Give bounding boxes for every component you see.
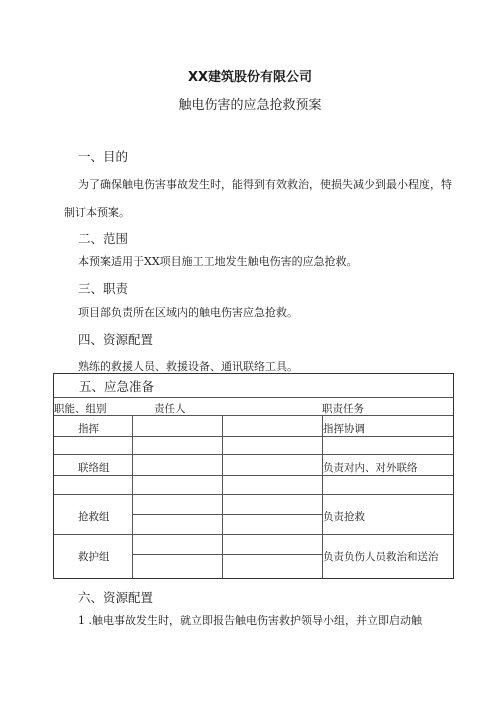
section-heading-purpose: 一、目的 — [78, 149, 129, 164]
table-divider — [54, 534, 453, 535]
company-name: XX建筑股份有限公司 — [187, 70, 313, 85]
table-cell-role: 指挥 — [78, 423, 99, 435]
section-heading-duties: 三、职责 — [78, 281, 129, 296]
table-header-task: 职责任务 — [322, 403, 364, 415]
table-divider — [54, 454, 453, 455]
emergency-prep-table — [53, 373, 454, 579]
table-cell-task: 负责负伤人员救治和送治 — [323, 551, 439, 563]
table-cell-role: 救护组 — [78, 551, 110, 563]
table-cell-task: 负责对内、对外联络 — [323, 462, 418, 474]
resources-text: 熟练的救援人员、救援设备、通讯联络工具。 — [78, 360, 298, 373]
section-heading-resources: 四、资源配置 — [78, 332, 154, 347]
table-cell-role: 抢救组 — [78, 511, 110, 523]
section-heading-scope: 二、范围 — [78, 231, 129, 246]
table-cell-task: 负责抢救 — [323, 511, 365, 523]
table-divider — [54, 397, 453, 398]
procedure-text: 1 .触电事故发生时，就立即报告触电伤害救护领导小组，并立即启动触 — [78, 614, 422, 627]
table-cell-role: 联络组 — [78, 462, 110, 474]
table-divider — [54, 475, 453, 476]
table-divider — [54, 415, 453, 416]
table-divider — [222, 415, 223, 578]
table-title: 五、应急准备 — [79, 379, 155, 394]
section-heading-resources-2: 六、资源配置 — [78, 590, 154, 605]
document-title: 触电伤害的应急抢救预案 — [178, 98, 322, 113]
scope-text: 本预案适用于XX项目施工工地发生触电伤害的应急抢救。 — [78, 255, 358, 268]
purpose-line-2: 制订本预案。 — [64, 206, 130, 219]
table-header-owner: 责任人 — [154, 403, 186, 415]
table-divider — [54, 494, 453, 495]
duties-text: 项目部负责所在区域内的触电伤害应急抢救。 — [78, 306, 298, 319]
purpose-line-1: 为了确保触电伤害事故发生时，能得到有效救治，使损失减少到最小程度，特 — [78, 178, 452, 191]
table-header-role: 职能、组别 — [54, 403, 107, 415]
table-cell-task: 指挥协调 — [323, 423, 365, 435]
table-divider — [132, 415, 133, 578]
table-divider — [132, 554, 322, 555]
table-divider — [54, 436, 453, 437]
table-divider — [132, 514, 322, 515]
